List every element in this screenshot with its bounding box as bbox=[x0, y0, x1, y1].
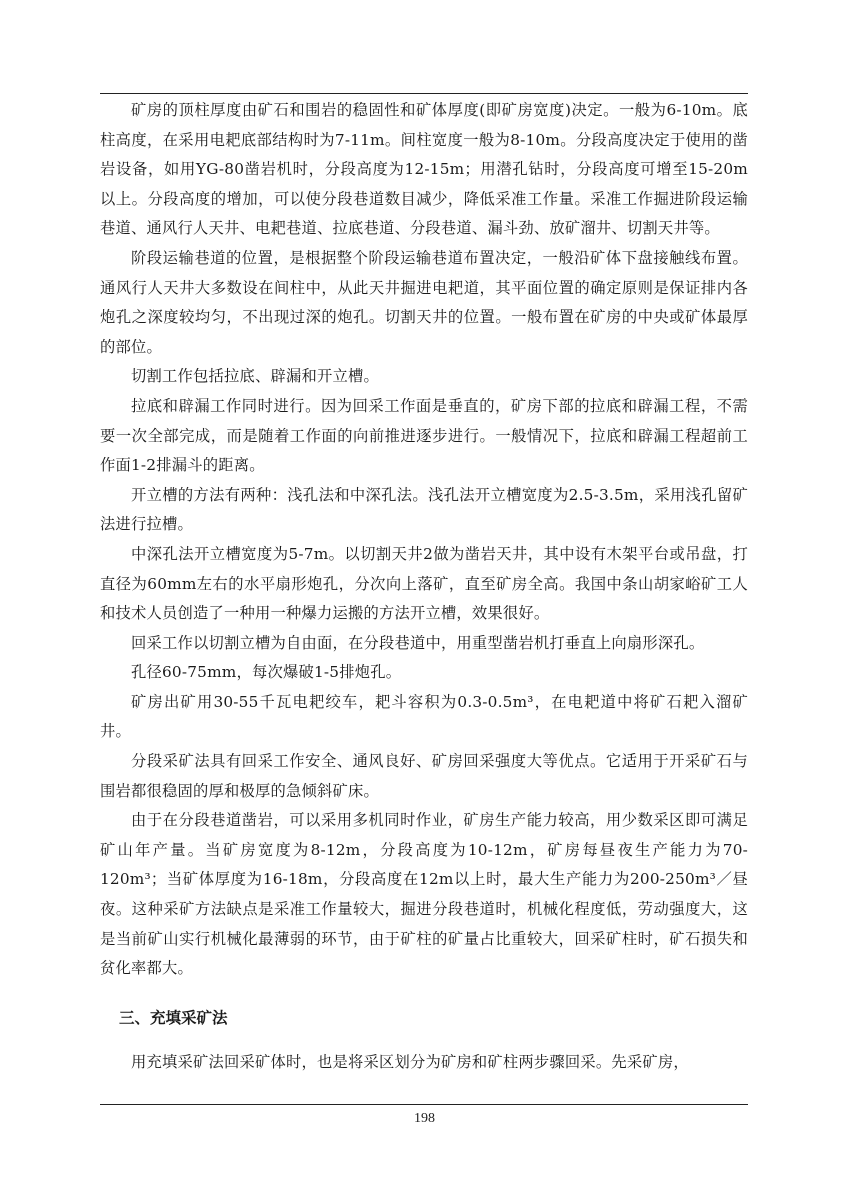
paragraph: 开立槽的方法有两种：浅孔法和中深孔法。浅孔法开立槽宽度为2.5-3.5m，采用浅孔留矿法进行拉槽。 bbox=[100, 485, 748, 534]
paragraph: 分段采矿法具有回采工作安全、通风良好、矿房回采强度大等优点。它适用于开采矿石与围岩都很稳固的厚和极厚的急倾斜矿床。 bbox=[100, 752, 748, 800]
footer-rule bbox=[100, 1104, 748, 1105]
page-number: 198 bbox=[414, 1111, 435, 1126]
paragraph: 中深孔法开立槽宽度为5-7m。以切割天井2做为凿岩天井，其中设有木架平台或吊盘，打直径为60mm左右的水平扇形炮孔，分次向上落矿，直至矿房全高。我国中条山胡家峪矿工人和技术人员创造了一种用一种爆力运搬的方法开立槽，效果很好。 bbox=[100, 544, 748, 623]
page-body bbox=[100, 96, 748, 1077]
paragraph: 矿房出矿用30-55千瓦电耙绞车，耙斗容积为0.3-0.5m³，在电耙道中将矿石耙入溜矿井。 bbox=[100, 692, 748, 741]
paragraph: 由于在分段巷道凿岩，可以采用多机同时作业，矿房生产能力较高，用少数采区即可满足矿山年产量。当矿房宽度为8-12m，分段高度为10-12m，矿房每昼夜生产能力为70-120m³；当矿体厚度为16-18m，分段高度在12m以上时，最大生产能力为200-250m³／昼夜。这种采矿方法缺点是采准工作量较大，掘进分段巷道时，机械化程度低，劳动强度大，这是当前矿山实行机械化最薄弱的环节，由于矿柱的矿量占比重较大，回采矿柱时，矿石损失和贫化率都大。 bbox=[100, 811, 748, 978]
final-paragraph: 用充填采矿法回采矿体时，也是将采区划分为矿房和矿柱两步骤回采。先采矿房， bbox=[131, 1052, 689, 1071]
paragraph: 矿房的顶柱厚度由矿石和围岩的稳固性和矿体厚度(即矿房宽度)决定。一般为6-10m。底柱高度，在采用电耙底部结构时为7-11m。间柱宽度一般为8-10m。分段高度决定于使用的凿岩设备，如用YG-80凿岩机时，分段高度为12-15m；用潜孔钻时，分段高度可增至15-20m以上。分段高度的增加，可以使分段巷道数目减少，降低采准工作量。采准工作掘进阶段运输巷道、通风行人天井、电耙巷道、拉底巷道、分段巷道、漏斗劲、放矿溜井、切割天井等。 bbox=[100, 101, 748, 238]
header-rule bbox=[100, 93, 748, 94]
paragraph: 切割工作包括拉底、辟漏和开立槽。 bbox=[131, 367, 379, 386]
section-heading: 三、充填采矿法 bbox=[119, 1008, 228, 1027]
paragraph: 阶段运输巷道的位置，是根据整个阶段运输巷道布置决定，一般沿矿体下盘接触线布置。通风行人天井大多数设在间柱中，从此天井掘进电耙道，其平面位置的确定原则是保证排内各炮孔之深度较均匀，不出现过深的炮孔。切割天井的位置。一般布置在矿房的中央或矿体最厚的部位。 bbox=[100, 248, 748, 356]
paragraph: 拉底和辟漏工作同时进行。因为回采工作面是垂直的，矿房下部的拉底和辟漏工程，不需要一次全部完成，而是随着工作面的向前推进逐步进行。一般情况下，拉底和辟漏工程超前工作面1-2排漏斗的距离。 bbox=[100, 396, 748, 475]
paragraph: 孔径60-75mm，每次爆破1-5排炮孔。 bbox=[131, 663, 402, 682]
paragraph: 回采工作以切割立槽为自由面，在分段巷道中，用重型凿岩机打垂直上向扇形深孔。 bbox=[131, 633, 705, 652]
